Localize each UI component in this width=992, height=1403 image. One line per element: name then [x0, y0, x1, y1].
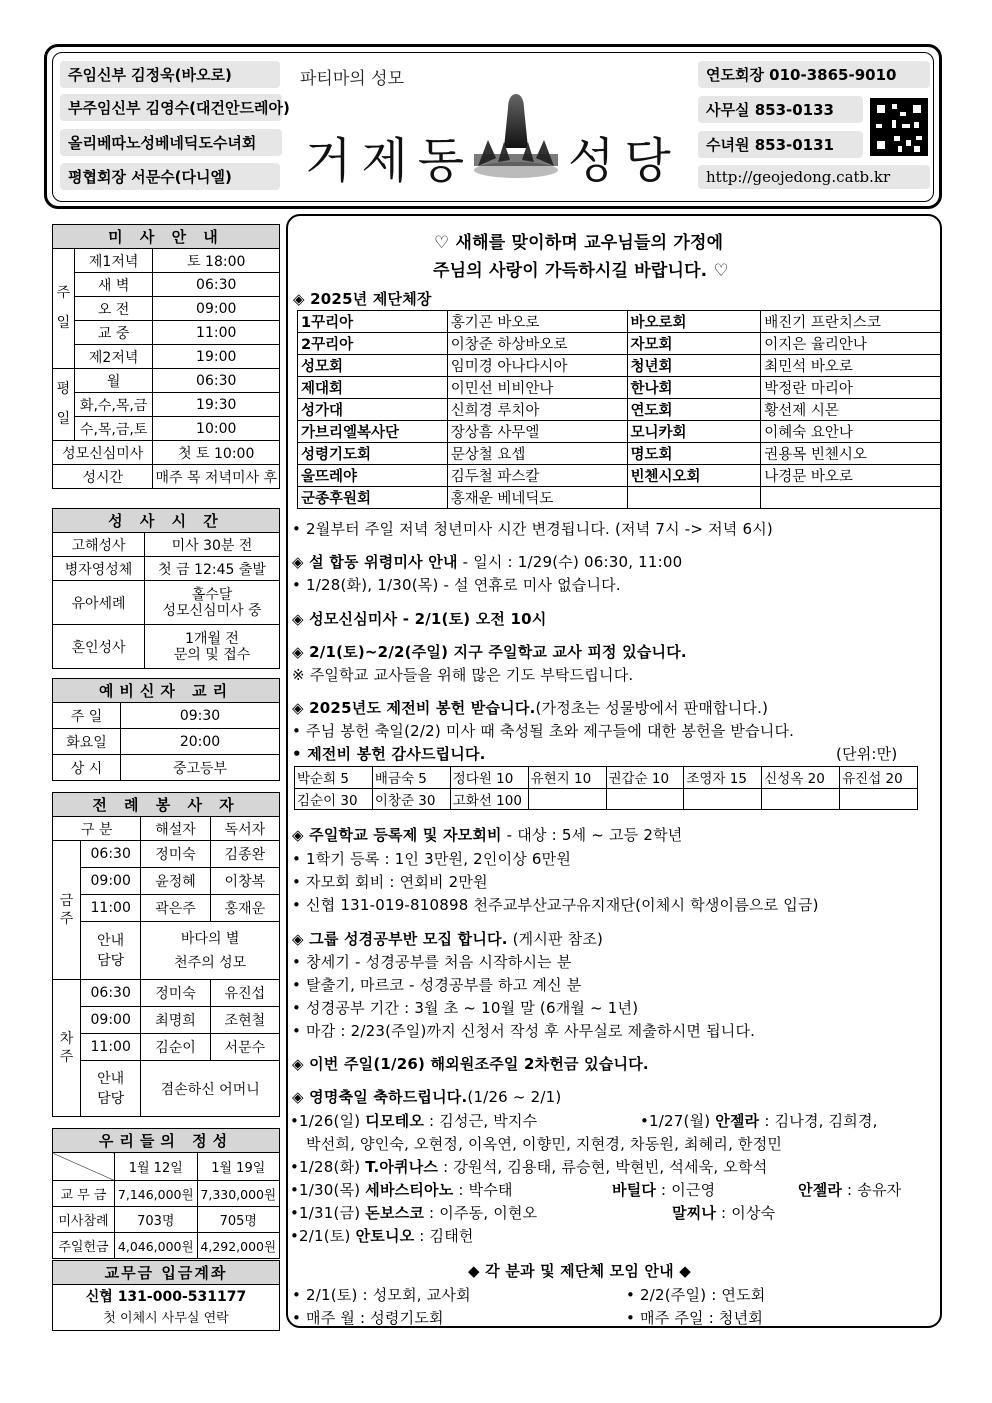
- liturgy-title: 전 례 봉 사 자: [53, 793, 280, 817]
- account-table: [52, 1260, 280, 1331]
- school-title: ◈ 주일학교 등록제 및 자모회비: [292, 826, 502, 844]
- mass-slot: 성시간: [53, 465, 153, 489]
- liturgy-name: 최명희: [141, 1007, 210, 1034]
- mass-time: 19:00: [153, 345, 280, 369]
- org-row: [298, 311, 941, 333]
- org-leader: 황선제 시몬: [761, 399, 941, 421]
- title-left: 거제동: [305, 133, 475, 189]
- meeting-line: • 매주 주일 : 청년회: [626, 1309, 764, 1327]
- feast-line: •1/30(목) 세바스티아노 : 박수태: [290, 1181, 513, 1199]
- org-group: 청년회: [627, 355, 761, 377]
- offering-title: 우리들의 정성: [53, 1129, 280, 1153]
- offering-value: 703명: [115, 1207, 198, 1233]
- marian-mass: ◈ 성모신심미사 - 2/1(토) 오전 10시: [292, 610, 547, 628]
- org-row: [298, 377, 941, 399]
- sacrament-name: 유아세례: [53, 581, 145, 625]
- clergy-sisters: 올리베따노성베네딕도수녀회: [60, 129, 282, 156]
- contact-yeondo: 연도회장 010-3865-9010: [698, 61, 930, 88]
- weekday-label: 평 일: [53, 369, 75, 441]
- org-leader: 박정란 마리아: [761, 377, 941, 399]
- mass-table: [52, 224, 280, 489]
- donor-cell: [762, 788, 840, 810]
- org-row: [298, 487, 941, 509]
- school-line: • 신협 131-019-810898 천주교부산교구유지재단(이체시 학생이름으로 입금): [292, 896, 819, 914]
- liturgy-time: 06:30: [81, 841, 141, 868]
- mass-slot: 수,목,금,토: [74, 417, 153, 441]
- org-group: 2꾸리아: [298, 333, 448, 355]
- donor-cell: 김순이 30: [295, 788, 373, 810]
- liturgy-head: 해설자: [141, 817, 210, 841]
- mission-notice: ◈ 이번 주일(1/26) 해외원조주일 2차헌금 있습니다.: [292, 1055, 649, 1073]
- liturgy-name: 정미숙: [141, 980, 210, 1007]
- mass-time: 10:00: [153, 417, 280, 441]
- org-row: [298, 421, 941, 443]
- org-group: [627, 487, 761, 509]
- org-leader: 배진기 프란치스코: [761, 311, 941, 333]
- org-leader: [761, 487, 941, 509]
- mass-time: 09:00: [153, 297, 280, 321]
- org-row: [298, 399, 941, 421]
- org-group: 바오로회: [627, 311, 761, 333]
- clergy-council: 평협회장 서문수(다니엘): [60, 163, 280, 190]
- org-leader: 이창준 하상바오로: [447, 333, 627, 355]
- donor-cell: 배금숙 5: [372, 767, 450, 789]
- org-leader: 장상흠 사무엘: [447, 421, 627, 443]
- liturgy-name: 서문수: [210, 1034, 279, 1061]
- church-logo: [468, 88, 564, 184]
- feast-line: 안젤라 : 송유자: [798, 1181, 902, 1199]
- offering-table: [52, 1128, 280, 1259]
- sacrament-time: 첫 금 12:45 출발: [145, 557, 280, 581]
- meeting-line: • 2/2(주일) : 연도회: [626, 1286, 766, 1304]
- feast-line: 박선희, 양인숙, 오현정, 이옥연, 이향민, 지현경, 차동원, 최혜리, 한정민: [306, 1135, 783, 1153]
- catechumen-time: 20:00: [121, 729, 280, 755]
- mass-slot: 새 벽: [74, 273, 153, 297]
- title-right: 성당: [568, 133, 681, 189]
- donor-cell: [606, 788, 684, 810]
- org-leader: 홍기곤 바오로: [447, 311, 627, 333]
- liturgy-time: 06:30: [81, 980, 141, 1007]
- org-leader: 임미경 아나다시아: [447, 355, 627, 377]
- liturgy-head: 구 분: [53, 817, 141, 841]
- feast-line: •1/31(금) 돈보스코 : 이주동, 이현오: [290, 1204, 538, 1222]
- candle-note: (가정초는 성물방에서 판매합니다.): [535, 699, 769, 717]
- donor-cell: 이창준 30: [372, 788, 450, 810]
- liturgy-time: 11:00: [81, 895, 141, 922]
- donor-cell: 고화선 100: [450, 788, 528, 810]
- mass-time: 매주 목 저녁미사 후: [153, 465, 280, 489]
- donor-cell: [840, 788, 918, 810]
- offering-value: 705명: [197, 1207, 280, 1233]
- school-line: • 1학기 등록 : 1인 3만원, 2인이상 6만원: [292, 850, 572, 868]
- meeting-line: • 매주 월 : 성령기도회: [292, 1309, 444, 1327]
- org-group: 성모회: [298, 355, 448, 377]
- org-leader: 홍재운 베네딕도: [447, 487, 627, 509]
- donor-cell: 권갑순 10: [606, 767, 684, 789]
- bible-note: (게시판 참조): [507, 930, 604, 948]
- org-group: 가브리엘복사단: [298, 421, 448, 443]
- mass-time: 06:30: [153, 273, 280, 297]
- feast-line: 말찌나 : 이상숙: [672, 1204, 776, 1222]
- org-group: 1꾸리아: [298, 311, 448, 333]
- liturgy-table: [52, 792, 280, 1117]
- subtitle: 파티마의 성모: [300, 69, 404, 89]
- next-week-label: 차 주: [53, 980, 81, 1117]
- donor-cell: 신성옥 20: [762, 767, 840, 789]
- mass-time: 19:30: [153, 393, 280, 417]
- website-url[interactable]: http://geojedong.catb.kr: [698, 165, 930, 189]
- offering-date: 1월 12일: [115, 1153, 198, 1181]
- org-leader: 김두철 파스칼: [447, 465, 627, 487]
- bible-line: • 창세기 - 성경공부를 처음 시작하시는 분: [292, 953, 572, 971]
- mass-slot: 화,수,목,금: [74, 393, 153, 417]
- offering-label: 주일헌금: [53, 1233, 115, 1259]
- donor-row: [295, 767, 918, 789]
- mass-time: 토 18:00: [153, 249, 280, 273]
- guide-value: 바다의 별 천주의 성모: [141, 922, 280, 980]
- clergy-assistant: 부주임신부 김영수(대건안드레아): [60, 94, 282, 121]
- offering-value: 4,292,000원: [197, 1233, 280, 1259]
- org-row: [298, 443, 941, 465]
- account-title: 교무금 입금계좌: [53, 1261, 280, 1285]
- org-row: [298, 355, 941, 377]
- liturgy-time: 09:00: [81, 868, 141, 895]
- seollal-detail: - 일시 : 1/29(수) 06:30, 11:00: [457, 553, 683, 571]
- org-group: 성가대: [298, 399, 448, 421]
- org-leader: 권용목 빈첸시오: [761, 443, 941, 465]
- org-leader: 이혜숙 요안나: [761, 421, 941, 443]
- school-line: • 자모회 회비 : 연회비 2만원: [292, 873, 488, 891]
- liturgy-name: 곽은주: [141, 895, 210, 922]
- org-group: 자모회: [627, 333, 761, 355]
- donor-table: [294, 766, 918, 810]
- liturgy-time: 09:00: [81, 1007, 141, 1034]
- mass-title: 미 사 안 내: [53, 225, 280, 249]
- org-group: 성령기도회: [298, 443, 448, 465]
- feast-line: •1/27(월) 안젤라 : 김나경, 김희경,: [640, 1112, 878, 1130]
- offering-label: 교 무 금: [53, 1181, 115, 1207]
- org-group: 울뜨레야: [298, 465, 448, 487]
- mass-slot: 교 중: [74, 321, 153, 345]
- org-leader: 이지은 율리안나: [761, 333, 941, 355]
- mass-time: 06:30: [153, 369, 280, 393]
- mass-slot: 오 전: [74, 297, 153, 321]
- candle-thanks: • 제전비 봉헌 감사드립니다.: [292, 745, 486, 763]
- school-detail: - 대상 : 5세 ~ 고등 2학년: [501, 826, 683, 844]
- feast-range: (1/26 ~ 2/1): [467, 1088, 562, 1106]
- liturgy-name: 윤정혜: [141, 868, 210, 895]
- org-leader: 최민석 바오로: [761, 355, 941, 377]
- liturgy-name: 이창복: [210, 868, 279, 895]
- sacrament-title: 성 사 시 간: [53, 509, 280, 533]
- donor-cell: 유진섭 20: [840, 767, 918, 789]
- guide-label: 안내 담당: [81, 1061, 141, 1117]
- sacrament-time: 미사 30분 전: [145, 533, 280, 557]
- seollal-title: ◈ 설 합동 위령미사 안내: [292, 553, 458, 571]
- greeting-line2: 주님의 사랑이 가득하시길 바랍니다. ♡: [433, 261, 729, 281]
- feast-title: ◈ 영명축일 축하드립니다.: [292, 1088, 468, 1106]
- clergy-pastor: 주임신부 김정욱(바오로): [60, 61, 280, 88]
- greeting-line1: ♡ 새해를 맞이하며 교우님들의 가정에: [434, 233, 724, 253]
- org-group: 한나회: [627, 377, 761, 399]
- offering-value: 7,146,000원: [115, 1181, 198, 1207]
- candle-line: • 주님 봉헌 축일(2/2) 미사 때 축성될 초와 제구들에 대한 봉헌을 받습니다.: [292, 722, 795, 740]
- donor-cell: [684, 788, 762, 810]
- sacrament-name: 혼인성사: [53, 625, 145, 669]
- org-group: 군종후원회: [298, 487, 448, 509]
- donor-cell: [528, 788, 606, 810]
- liturgy-name: 유진섭: [210, 980, 279, 1007]
- org-table: [297, 310, 941, 509]
- mass-slot: 월: [74, 369, 153, 393]
- meeting-line: • 2/1(토) : 성모회, 교사회: [292, 1286, 471, 1304]
- org-group: 명도회: [627, 443, 761, 465]
- org-leader: 이민선 비비안나: [447, 377, 627, 399]
- org-row: [298, 465, 941, 487]
- liturgy-name: 김순이: [141, 1034, 210, 1061]
- meeting-title: ◆ 각 분과 및 제단체 모임 안내 ◆: [468, 1262, 692, 1280]
- this-week-label: 금 주: [53, 841, 81, 980]
- sunday-label: 주 일: [53, 249, 75, 369]
- org-group: 빈첸시오회: [627, 465, 761, 487]
- sacrament-time: 홀수달 성모신심미사 중: [145, 581, 280, 625]
- mass-slot: 성모신심미사: [53, 441, 153, 465]
- org-group: 모니카회: [627, 421, 761, 443]
- feast-line: •1/26(일) 디모테오 : 김성근, 박지수: [290, 1112, 538, 1130]
- liturgy-name: 홍재운: [210, 895, 279, 922]
- account-number: 신협 131-000-531177: [85, 1288, 247, 1305]
- donor-row: [295, 788, 918, 810]
- mass-time: 11:00: [153, 321, 280, 345]
- liturgy-head: 독서자: [210, 817, 279, 841]
- liturgy-name: 김종완: [210, 841, 279, 868]
- account-note: 첫 이체시 사무실 연락: [103, 1310, 229, 1326]
- liturgy-name: 조현철: [210, 1007, 279, 1034]
- diagonal-cell: [53, 1153, 115, 1181]
- catechumen-day: 화요일: [53, 729, 121, 755]
- offering-date: 1월 19일: [197, 1153, 280, 1181]
- bible-title: ◈ 그룹 성경공부반 모집 합니다.: [292, 930, 508, 948]
- org-group: 제대회: [298, 377, 448, 399]
- catechumen-title: 예비신자 교리: [53, 679, 280, 703]
- bible-line: • 마감 : 2/23(주일)까지 신청서 작성 후 사무실로 제출하시면 됩니다.: [292, 1022, 756, 1040]
- feast-line: 바틸다 : 이근영: [612, 1181, 716, 1199]
- seollal-note: • 1/28(화), 1/30(목) - 설 연휴로 미사 없습니다.: [292, 576, 621, 594]
- catechumen-day: 주 일: [53, 703, 121, 729]
- org-leader: 신희경 루치아: [447, 399, 627, 421]
- qr-code-icon: [870, 98, 928, 156]
- contact-convent: 수녀원 853-0131: [698, 131, 863, 158]
- offering-value: 7,330,000원: [197, 1181, 280, 1207]
- candle-title: ◈ 2025년도 제전비 봉헌 받습니다.: [292, 699, 536, 717]
- teacher-retreat: ◈ 2/1(토)~2/2(주일) 지구 주일학교 교사 피정 있습니다.: [292, 643, 687, 661]
- mass-slot: 제2저녁: [74, 345, 153, 369]
- org-leader: 나경문 바오로: [761, 465, 941, 487]
- offering-label: 미사참례: [53, 1207, 115, 1233]
- guide-label: 안내 담당: [81, 922, 141, 980]
- catechumen-day: 상 시: [53, 755, 121, 781]
- catechumen-table: [52, 678, 280, 781]
- sacrament-time: 1개월 전 문의 및 접수: [145, 625, 280, 669]
- mass-time: 첫 토 10:00: [153, 441, 280, 465]
- org-group: 연도회: [627, 399, 761, 421]
- catechumen-time: 중고등부: [121, 755, 280, 781]
- org-title: ◈ 2025년 제단체장: [293, 290, 432, 308]
- youth-notice: • 2월부터 주일 저녁 청년미사 시간 변경됩니다. (저녁 7시 -> 저녁 6시): [292, 520, 773, 538]
- liturgy-time: 11:00: [81, 1034, 141, 1061]
- unit-label: (단위:만): [836, 745, 898, 763]
- mass-slot: 제1저녁: [74, 249, 153, 273]
- org-leader: 문상철 요셉: [447, 443, 627, 465]
- donor-cell: 조영자 15: [684, 767, 762, 789]
- feast-line: •1/28(화) T.아퀴나스 : 강원석, 김용태, 류승현, 박현빈, 석세욱, 오학석: [290, 1158, 768, 1176]
- bible-line: • 탈출기, 마르코 - 성경공부를 하고 계신 분: [292, 976, 582, 994]
- contact-office: 사무실 853-0133: [698, 96, 863, 123]
- donor-cell: 유현지 10: [528, 767, 606, 789]
- guide-value: 겸손하신 어머니: [141, 1061, 280, 1117]
- sacrament-name: 병자영성체: [53, 557, 145, 581]
- org-row: [298, 333, 941, 355]
- liturgy-name: 정미숙: [141, 841, 210, 868]
- bible-line: • 성경공부 기간 : 3월 초 ~ 10월 말 (6개월 ~ 1년): [292, 999, 639, 1017]
- donor-cell: 박순희 5: [295, 767, 373, 789]
- donor-cell: 정다원 10: [450, 767, 528, 789]
- offering-value: 4,046,000원: [115, 1233, 198, 1259]
- feast-line: •2/1(토) 안토니오 : 김태헌: [290, 1227, 474, 1245]
- retreat-note: ※ 주일학교 교사들을 위해 많은 기도 부탁드립니다.: [292, 666, 634, 684]
- catechumen-time: 09:30: [121, 703, 280, 729]
- sacrament-table: [52, 508, 280, 669]
- sacrament-name: 고해성사: [53, 533, 145, 557]
